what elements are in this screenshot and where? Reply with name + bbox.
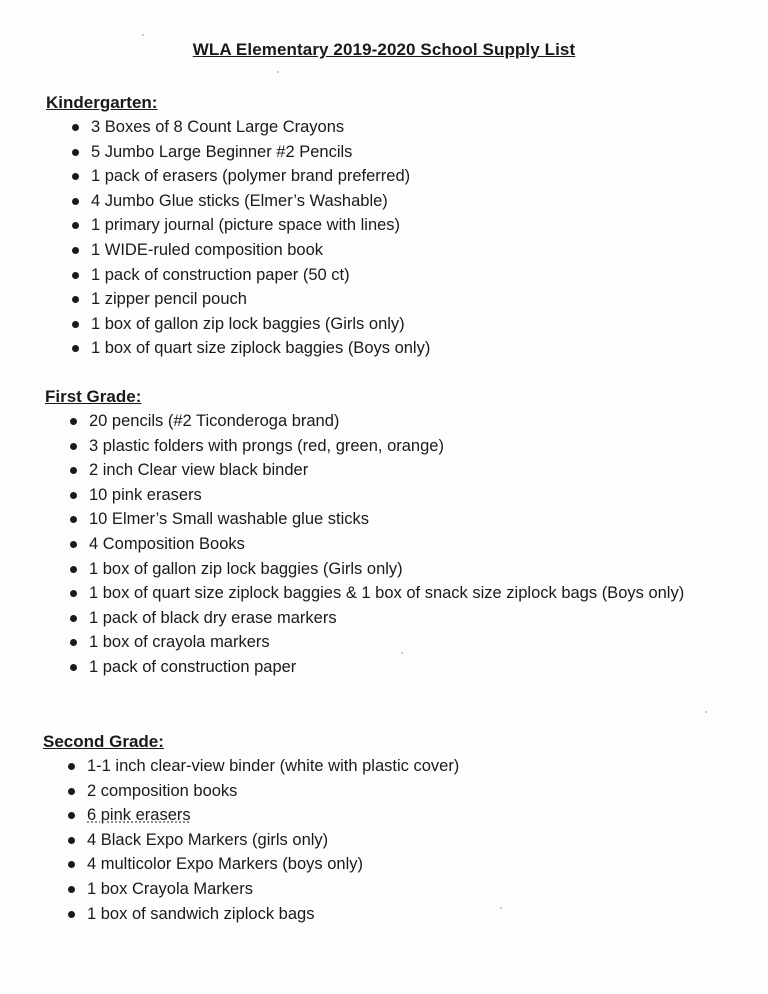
list-item: 2 inch Clear view black binder (0, 458, 768, 483)
bullet-icon (72, 321, 79, 328)
bullet-icon (72, 149, 79, 156)
bullet-icon (70, 541, 77, 548)
list-item: 4 Jumbo Glue sticks (Elmer’s Washable) (0, 189, 768, 214)
list-item: 1 pack of construction paper (50 ct) (0, 263, 768, 288)
list-item: 1 box of crayola markers (0, 630, 768, 655)
list-item: 1 box of quart size ziplock baggies (Boys only) (0, 336, 768, 361)
bullet-icon (72, 222, 79, 229)
bullet-icon (70, 566, 77, 573)
list-item: 1 box of gallon zip lock baggies (Girls only) (0, 557, 768, 582)
bullet-icon (70, 492, 77, 499)
list-item: 4 Composition Books (0, 532, 768, 557)
list-item: 10 Elmer’s Small washable glue sticks (0, 507, 768, 532)
bullet-icon (70, 443, 77, 450)
bullet-icon (72, 198, 79, 205)
bullet-icon (70, 590, 77, 597)
list-item: 1 box of quart size ziplock baggies & 1 box of snack size ziplock bags (Boys only) (0, 581, 689, 606)
bullet-icon (68, 886, 75, 893)
bullet-icon (68, 788, 75, 795)
bullet-icon (70, 467, 77, 474)
bullet-icon (68, 861, 75, 868)
list-item: 1 pack of erasers (polymer brand preferred) (0, 164, 768, 189)
bullet-icon (68, 911, 75, 918)
list-item: 2 composition books (0, 779, 768, 804)
section-heading: First Grade: (45, 387, 142, 406)
section-kindergarten (0, 92, 768, 361)
list-item: 1-1 inch clear-view binder (white with plastic cover) (0, 754, 768, 779)
scan-speck (401, 652, 403, 654)
bullet-icon (72, 296, 79, 303)
supply-list (0, 754, 768, 926)
bullet-icon (72, 247, 79, 254)
list-item: 1 WIDE-ruled composition book (0, 238, 768, 263)
bullet-icon (70, 664, 77, 671)
list-item: 3 plastic folders with prongs (red, green, orange) (0, 434, 768, 459)
page-title: WLA Elementary 2019-2020 School Supply List (192, 40, 576, 59)
bullet-icon (72, 345, 79, 352)
list-item: 10 pink erasers (0, 483, 768, 508)
list-item: 3 Boxes of 8 Count Large Crayons (0, 115, 768, 140)
list-item: 20 pencils (#2 Ticonderoga brand) (0, 409, 768, 434)
list-item: 1 box of gallon zip lock baggies (Girls only) (0, 312, 768, 337)
scan-speck (277, 71, 279, 73)
bullet-icon (68, 812, 75, 819)
bullet-icon (68, 763, 75, 770)
section-heading: Kindergarten: (46, 93, 158, 112)
list-item: 4 Black Expo Markers (girls only) (0, 828, 768, 853)
list-item: 1 box of sandwich ziplock bags (0, 902, 768, 927)
bullet-icon (70, 615, 77, 622)
section-second-grade (0, 731, 768, 926)
scan-speck (142, 34, 144, 36)
section-heading: Second Grade: (43, 732, 164, 751)
list-item: 1 pack of black dry erase markers (0, 606, 768, 631)
list-item: 1 zipper pencil pouch (0, 287, 768, 312)
bullet-icon (70, 516, 77, 523)
bullet-icon (68, 837, 75, 844)
bullet-icon (70, 639, 77, 646)
list-item: 5 Jumbo Large Beginner #2 Pencils (0, 140, 768, 165)
bullet-icon (72, 272, 79, 279)
section-first-grade (0, 386, 768, 680)
supply-list (0, 115, 768, 361)
list-item: 1 box Crayola Markers (0, 877, 768, 902)
supply-list (0, 409, 768, 680)
list-item: 1 primary journal (picture space with lines) (0, 213, 768, 238)
scan-speck (500, 907, 502, 909)
bullet-icon (72, 173, 79, 180)
bullet-icon (72, 124, 79, 131)
bullet-icon (70, 418, 77, 425)
list-item: 4 multicolor Expo Markers (boys only) (0, 852, 768, 877)
list-item: 6 pink erasers (0, 803, 768, 828)
list-item: 1 pack of construction paper (0, 655, 768, 680)
scan-speck (705, 711, 707, 713)
